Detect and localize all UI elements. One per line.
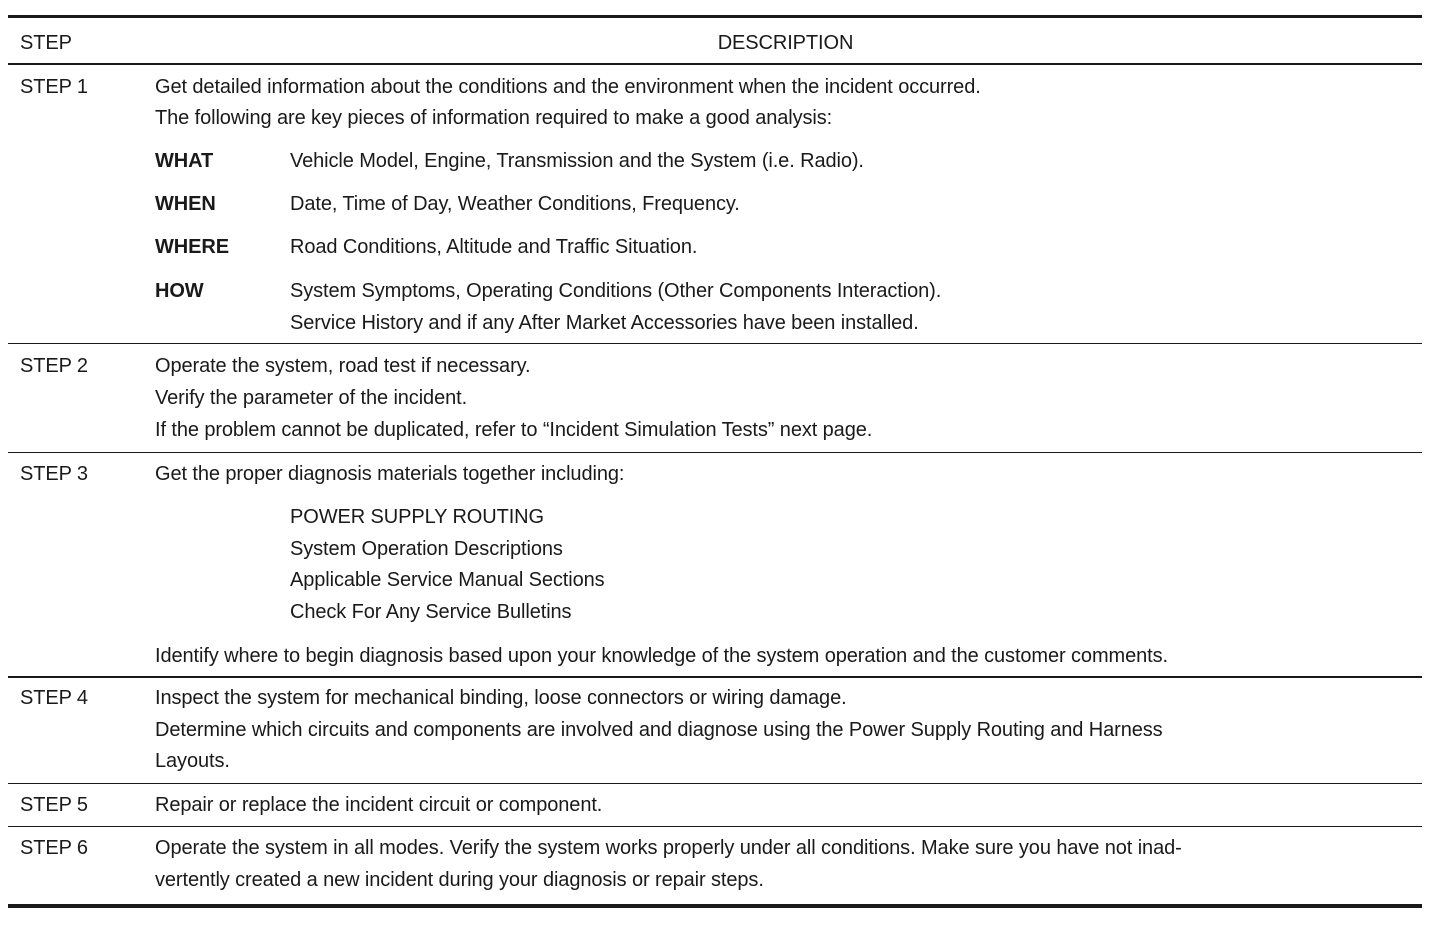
row-divider (8, 343, 1422, 344)
info-value-what: Vehicle Model, Engine, Transmission and the System (i.e. Radio). (290, 150, 864, 172)
description-line: vertently created a new incident during your diagnosis or repair steps. (155, 869, 764, 891)
description-line: Operate the system, road test if necessary. (155, 355, 531, 377)
diagnostic-steps-table (8, 0, 1422, 928)
description-line: Get detailed information about the conditions and the environment when the incident occurred. (155, 76, 981, 98)
table-top-rule (8, 15, 1422, 18)
step-label: STEP 3 (20, 463, 88, 485)
header-step: STEP (20, 32, 72, 54)
description-line: Inspect the system for mechanical binding, loose connectors or wiring damage. (155, 687, 847, 709)
row-divider (8, 826, 1422, 827)
info-key-where: WHERE (155, 236, 229, 258)
description-line: If the problem cannot be duplicated, refer to “Incident Simulation Tests” next page. (155, 419, 873, 441)
description-line: The following are key pieces of information required to make a good analysis: (155, 107, 833, 129)
description-line: Get the proper diagnosis materials together including: (155, 463, 625, 485)
info-value-where: Road Conditions, Altitude and Traffic Situation. (290, 236, 698, 258)
description-line: Identify where to begin diagnosis based upon your knowledge of the system operation and the customer comments. (155, 645, 1168, 667)
step-label: STEP 2 (20, 355, 88, 377)
table-bottom-rule (8, 904, 1422, 908)
row-divider (8, 783, 1422, 784)
step-label: STEP 6 (20, 837, 88, 859)
material-item: POWER SUPPLY ROUTING (290, 506, 544, 528)
material-item: Applicable Service Manual Sections (290, 569, 605, 591)
step-label: STEP 4 (20, 687, 88, 709)
description-line: Verify the parameter of the incident. (155, 387, 468, 409)
material-item: System Operation Descriptions (290, 538, 563, 560)
material-item: Check For Any Service Bulletins (290, 601, 572, 623)
row-divider (8, 676, 1422, 678)
info-value-how: System Symptoms, Operating Conditions (Other Components Interaction). (290, 280, 942, 302)
info-value-when: Date, Time of Day, Weather Conditions, Frequency. (290, 193, 740, 215)
step-label: STEP 5 (20, 794, 88, 816)
header-description: DESCRIPTION (717, 32, 854, 54)
info-key-when: WHEN (155, 193, 216, 215)
description-line: Determine which circuits and components are involved and diagnose using the Power Supply Routing and Harness (155, 719, 1163, 741)
row-divider (8, 452, 1422, 453)
description-line: Repair or replace the incident circuit or component. (155, 794, 603, 816)
step-label: STEP 1 (20, 76, 88, 98)
info-key-how: HOW (155, 280, 204, 302)
header-divider (8, 63, 1422, 65)
info-value-how-continued: Service History and if any After Market Accessories have been installed. (290, 312, 919, 334)
description-line: Layouts. (155, 750, 230, 772)
info-key-what: WHAT (155, 150, 214, 172)
description-line: Operate the system in all modes. Verify the system works properly under all conditions. Make sure you have not inad- (155, 837, 1182, 859)
